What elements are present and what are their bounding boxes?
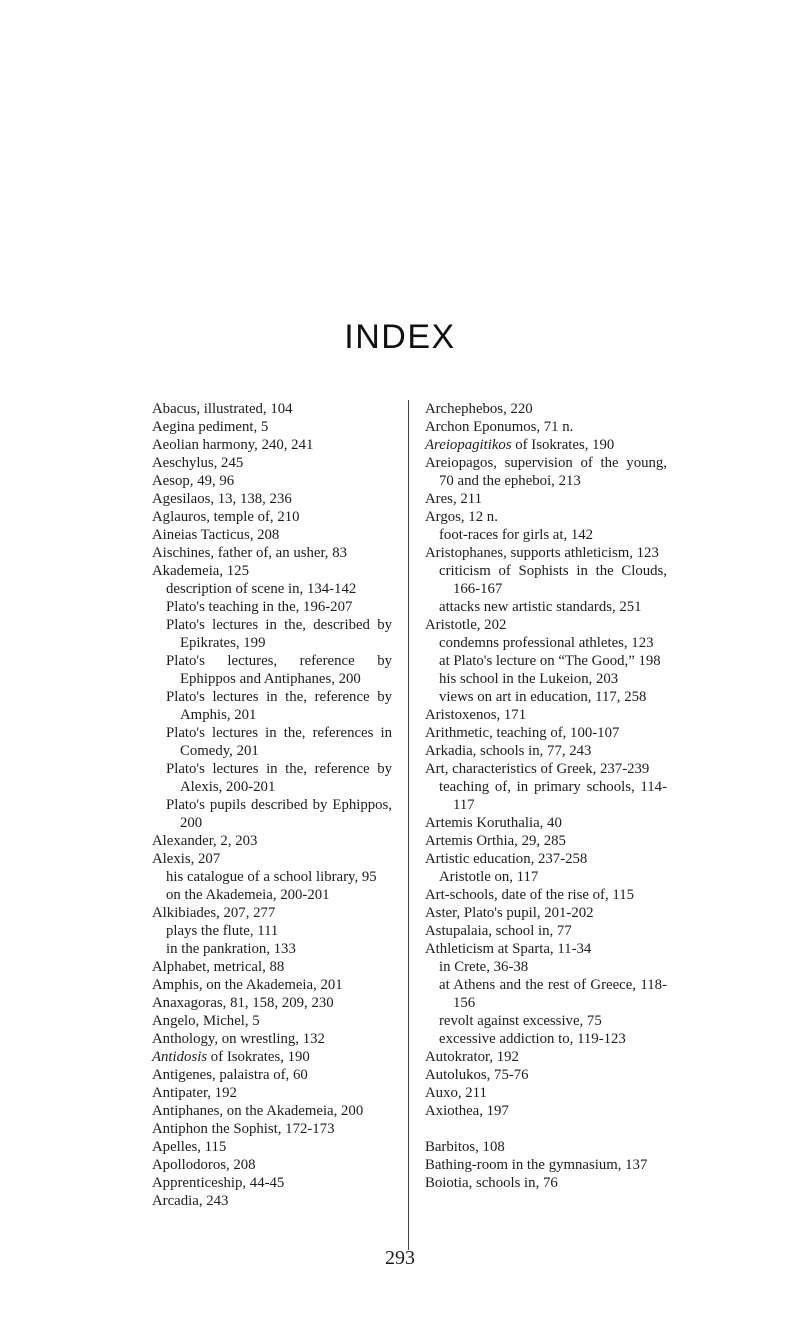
index-entry (152, 1138, 392, 1156)
index-entry (425, 1174, 667, 1192)
page-title: INDEX (344, 318, 456, 356)
index-subentry (425, 526, 667, 544)
entry-text: Plato's lectures, reference by Ephippos and Antiphanes, 200 (166, 653, 392, 687)
entry-text: Plato's lectures in the, described by Epikrates, 199 (166, 617, 392, 651)
entry-text: Arkadia, schools in, 77, 243 (425, 743, 592, 759)
entry-text: Aeschylus, 245 (152, 455, 244, 471)
entry-text: Ares, 211 (425, 491, 482, 507)
entry-text: Boiotia, schools in, 76 (425, 1175, 558, 1191)
index-entry (152, 1156, 392, 1174)
entry-text: Arcadia, 243 (152, 1193, 229, 1209)
entry-text: of Isokrates, 190 (511, 437, 615, 453)
entry-text: of Isokrates, 190 (207, 1049, 310, 1065)
index-entry (425, 436, 667, 454)
entry-text: Alphabet, metrical, 88 (152, 959, 285, 975)
index-entry (152, 562, 392, 580)
entry-text: Athleticism at Sparta, 11-34 (425, 941, 592, 957)
index-entry (425, 904, 667, 922)
index-entry (152, 1192, 392, 1210)
index-entry (425, 1066, 667, 1084)
entry-text: Aegina pediment, 5 (152, 419, 269, 435)
index-subentry (425, 1030, 667, 1048)
index-subentry (152, 922, 392, 940)
entry-text: Areiopagos, supervision of the young, 70 and the epheboi, 213 (425, 455, 667, 489)
entry-text: Amphis, on the Akademeia, 201 (152, 977, 343, 993)
index-entry (425, 490, 667, 508)
index-subentry (425, 598, 667, 616)
index-entry (425, 544, 667, 562)
entry-text: description of scene in, 134-142 (166, 581, 357, 597)
entry-text: Artistic education, 237-258 (425, 851, 588, 867)
index-entry (425, 1102, 667, 1120)
index-entry (425, 922, 667, 940)
entry-text: Artemis Koruthalia, 40 (425, 815, 562, 831)
page-number: 293 (385, 1247, 415, 1269)
entry-text: criticism of Sophists in the Clouds, 166-167 (439, 563, 667, 597)
index-subentry (425, 652, 667, 670)
entry-title-italic: Areiopagitikos (425, 437, 512, 453)
entry-text: Antiphanes, on the Akademeia, 200 (152, 1103, 364, 1119)
index-subentry (425, 976, 667, 1012)
index-subentry (425, 562, 667, 598)
index-entry (425, 886, 667, 904)
index-entry (152, 400, 392, 418)
entry-text: Plato's lectures in the, reference by Amphis, 201 (166, 689, 392, 723)
entry-text: Aristophanes, supports athleticism, 123 (425, 545, 659, 561)
index-column-left (152, 400, 392, 1210)
entry-text: Aristoxenos, 171 (425, 707, 527, 723)
index-entry (425, 724, 667, 742)
entry-text: in the pankration, 133 (166, 941, 296, 957)
index-entry (152, 1174, 392, 1192)
entry-text: Aeolian harmony, 240, 241 (152, 437, 314, 453)
index-subentry (425, 1012, 667, 1030)
index-entry (425, 1048, 667, 1066)
entry-title-italic: Antidosis (152, 1049, 208, 1065)
entry-text: Anthology, on wrestling, 132 (152, 1031, 325, 1047)
index-entry (152, 850, 392, 868)
entry-text: Aristotle, 202 (425, 617, 507, 633)
entry-text: Plato's pupils described by Ephippos, 200 (166, 797, 392, 831)
entry-text: Plato's lectures in the, references in Comedy, 201 (166, 725, 392, 759)
entry-text: Bathing-room in the gymnasium, 137 (425, 1157, 648, 1173)
index-entry (152, 454, 392, 472)
index-entry (425, 1138, 667, 1156)
index-entry (152, 1066, 392, 1084)
entry-text: attacks new artistic standards, 251 (439, 599, 642, 615)
index-entry (152, 526, 392, 544)
index-entry (425, 940, 667, 958)
entry-text: Antigenes, palaistra of, 60 (152, 1067, 308, 1083)
entry-text: Plato's teaching in the, 196-207 (166, 599, 353, 615)
index-entry (425, 508, 667, 526)
index-subentry (152, 688, 392, 724)
index-subentry (425, 958, 667, 976)
entry-text: Abacus, illustrated, 104 (152, 401, 293, 417)
entry-text: Plato's lectures in the, reference by Alexis, 200-201 (166, 761, 392, 795)
entry-text: Archon Eponumos, 71 n. (425, 419, 574, 435)
index-entry (425, 454, 667, 490)
entry-text: Artemis Orthia, 29, 285 (425, 833, 566, 849)
entry-text: Archephebos, 220 (425, 401, 533, 417)
index-entry (152, 1012, 392, 1030)
index-entry (152, 544, 392, 562)
entry-text: Akademeia, 125 (152, 563, 249, 579)
entry-text: Barbitos, 108 (425, 1139, 505, 1155)
index-subentry (425, 778, 667, 814)
index-subentry (425, 688, 667, 706)
index-entry (425, 1084, 667, 1102)
index-subentry (152, 652, 392, 688)
entry-text: Aischines, father of, an usher, 83 (152, 545, 347, 561)
index-entry (152, 1120, 392, 1138)
index-subentry (152, 616, 392, 652)
entry-text: at Plato's lecture on “The Good,” 198 (439, 653, 661, 669)
entry-text: Autolukos, 75-76 (425, 1067, 529, 1083)
index-entry (152, 904, 392, 922)
entry-text: Argos, 12 n. (425, 509, 498, 525)
entry-text: Agesilaos, 13, 138, 236 (152, 491, 292, 507)
entry-text: Art, characteristics of Greek, 237-239 (425, 761, 650, 777)
entry-text: Apelles, 115 (152, 1139, 227, 1155)
entry-text: Art-schools, date of the rise of, 115 (425, 887, 635, 903)
index-subentry (152, 796, 392, 832)
entry-text: Astupalaia, school in, 77 (425, 923, 572, 939)
entry-text: Antiphon the Sophist, 172-173 (152, 1121, 335, 1137)
entry-text: Aineias Tacticus, 208 (152, 527, 280, 543)
entry-text: Alexis, 207 (152, 851, 221, 867)
entry-text: excessive addiction to, 119-123 (439, 1031, 626, 1047)
index-subentry (152, 868, 392, 886)
entry-text: Aster, Plato's pupil, 201-202 (425, 905, 594, 921)
entry-text: Anaxagoras, 81, 158, 209, 230 (152, 995, 334, 1011)
entry-text: Auxo, 211 (425, 1085, 487, 1101)
entry-text: Aesop, 49, 96 (152, 473, 235, 489)
index-entry (152, 490, 392, 508)
entry-text: plays the flute, 111 (166, 923, 279, 939)
index-entry (425, 760, 667, 778)
entry-text: Apprenticeship, 44-45 (152, 1175, 285, 1191)
index-entry (152, 958, 392, 976)
entry-text: on the Akademeia, 200-201 (166, 887, 330, 903)
index-column-right (425, 400, 667, 1192)
entry-text: his school in the Lukeion, 203 (439, 671, 619, 687)
index-entry (152, 472, 392, 490)
entry-text: Alkibiades, 207, 277 (152, 905, 276, 921)
entry-text: Antipater, 192 (152, 1085, 237, 1101)
index-subentry (152, 580, 392, 598)
entry-text: at Athens and the rest of Greece, 118-156 (439, 977, 667, 1011)
entry-text: Apollodoros, 208 (152, 1157, 256, 1173)
entry-text: in Crete, 36-38 (439, 959, 529, 975)
index-entry (152, 994, 392, 1012)
index-entry (152, 976, 392, 994)
entry-text: Aristotle on, 117 (439, 869, 539, 885)
index-entry (152, 832, 392, 850)
index-subentry (425, 868, 667, 886)
entry-text: his catalogue of a school library, 95 (166, 869, 377, 885)
entry-text: Autokrator, 192 (425, 1049, 519, 1065)
index-entry (152, 1102, 392, 1120)
index-subentry (152, 940, 392, 958)
entry-text: Axiothea, 197 (425, 1103, 509, 1119)
index-entry (425, 814, 667, 832)
index-entry (425, 616, 667, 634)
index-gap (425, 1120, 667, 1138)
index-subentry (152, 724, 392, 760)
entry-text: Angelo, Michel, 5 (152, 1013, 260, 1029)
index-entry (152, 1048, 392, 1066)
entry-text: Aglauros, temple of, 210 (152, 509, 300, 525)
entry-text: Alexander, 2, 203 (152, 833, 258, 849)
index-entry (425, 400, 667, 418)
index-entry (152, 418, 392, 436)
index-subentry (152, 598, 392, 616)
index-entry (152, 436, 392, 454)
entry-text: teaching of, in primary schools, 114-117 (439, 779, 667, 813)
entry-text: revolt against excessive, 75 (439, 1013, 602, 1029)
index-entry (152, 508, 392, 526)
index-entry (425, 850, 667, 868)
entry-text: views on art in education, 117, 258 (439, 689, 647, 705)
index-subentry (152, 886, 392, 904)
index-subentry (425, 670, 667, 688)
entry-text: foot-races for girls at, 142 (439, 527, 594, 543)
entry-text: Arithmetic, teaching of, 100-107 (425, 725, 620, 741)
index-entry (425, 706, 667, 724)
index-entry (425, 418, 667, 436)
index-subentry (152, 760, 392, 796)
index-entry (152, 1030, 392, 1048)
index-entry (425, 1156, 667, 1174)
index-entry (152, 1084, 392, 1102)
index-entry (425, 742, 667, 760)
index-entry (425, 832, 667, 850)
column-divider (408, 400, 409, 1250)
index-subentry (425, 634, 667, 652)
entry-text: condemns professional athletes, 123 (439, 635, 654, 651)
